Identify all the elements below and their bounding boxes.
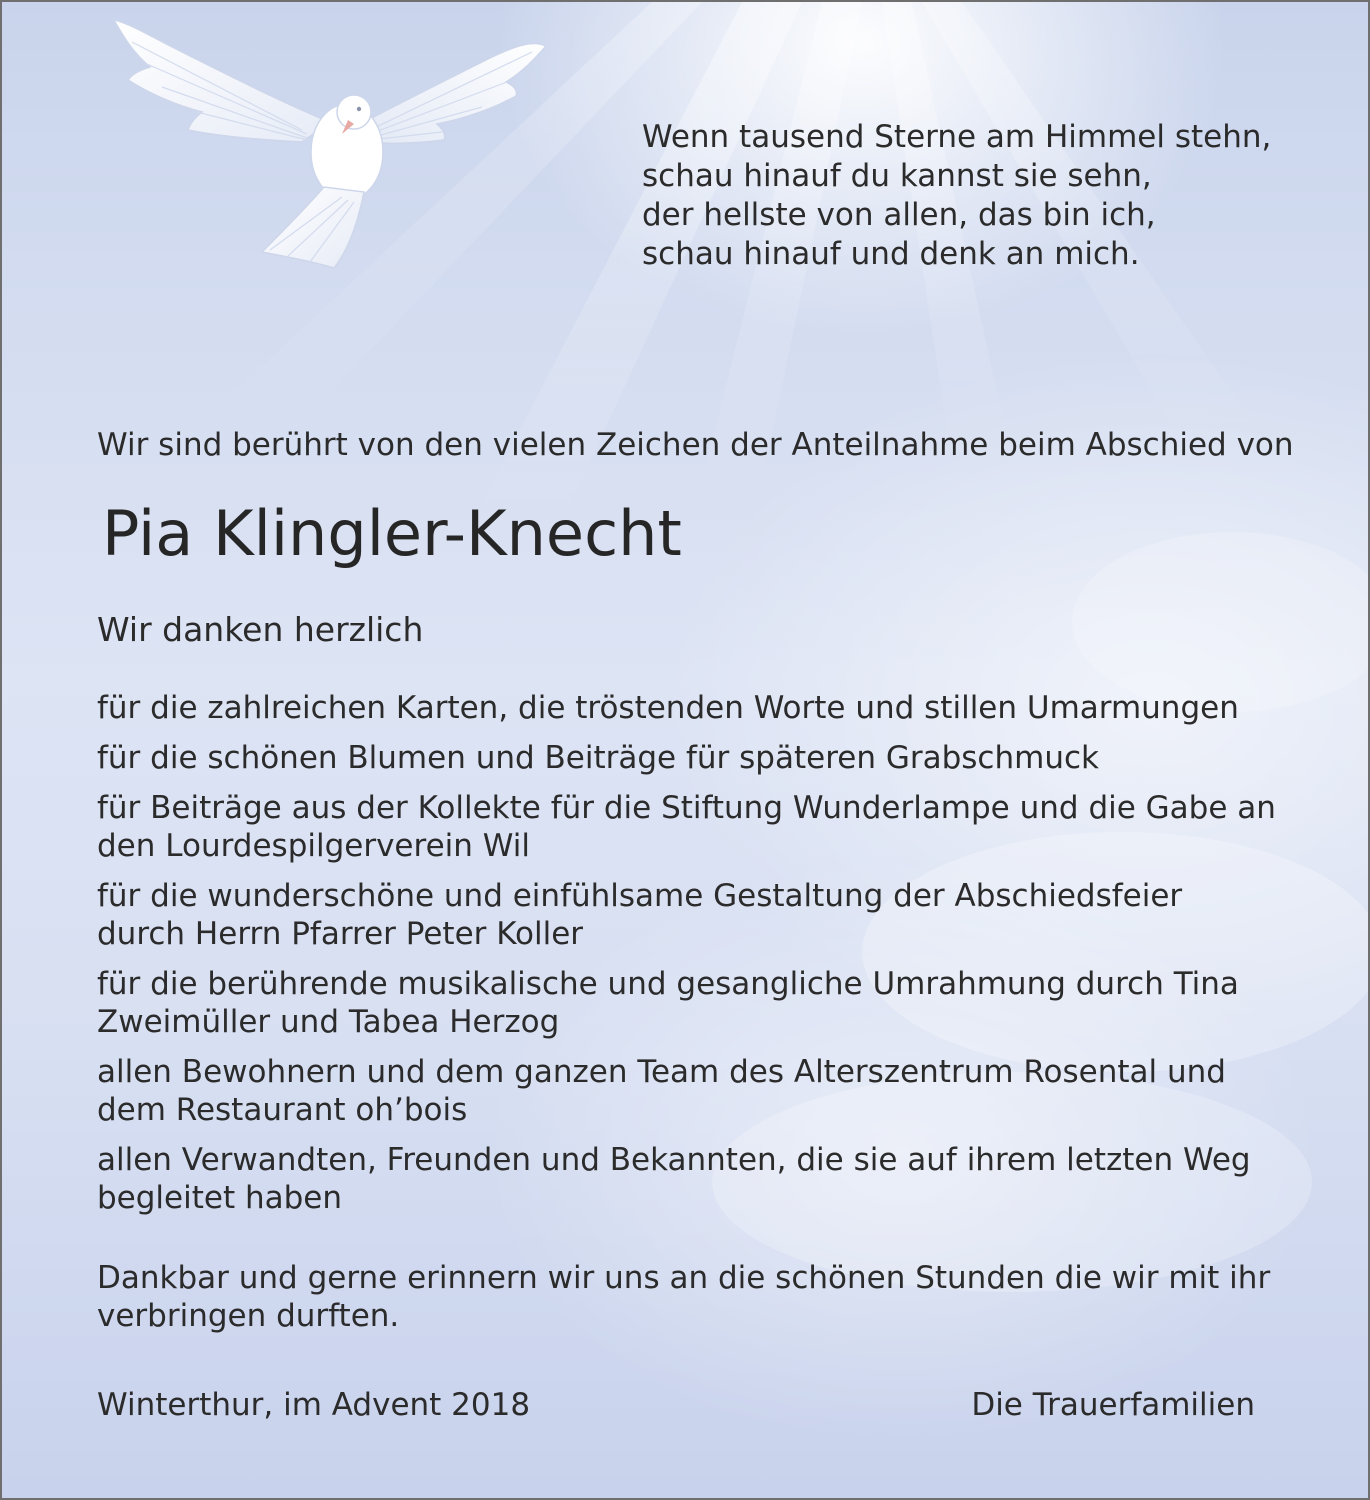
thanks-item: für die schönen Blumen und Beiträge für späteren Grabschmuck [97, 740, 1099, 776]
thanks-heading: Wir danken herzlich [97, 610, 424, 649]
thanks-item: für Beiträge aus der Kollekte für die Stiftung Wunderlampe und die Gabe an den Lourdespilgerverein Wil [97, 790, 1276, 864]
thanks-item: für die zahlreichen Karten, die tröstenden Worte und stillen Umarmungen [97, 690, 1239, 726]
intro-text: Wir sind berührt von den vielen Zeichen der Anteilnahme beim Abschied von [97, 427, 1294, 463]
thanks-item: für die berührende musikalische und gesangliche Umrahmung durch Tina Zweimüller und Tabea Herzog [97, 966, 1239, 1040]
closing-text: Dankbar und gerne erinnern wir uns an die schönen Stunden die wir mit ihr verbringen durften. [97, 1260, 1271, 1334]
signature: Die Trauerfamilien [971, 1387, 1255, 1423]
dove-icon [102, 12, 562, 282]
poem-line: schau hinauf und denk an mich. [642, 236, 1140, 272]
place-date: Winterthur, im Advent 2018 [97, 1387, 531, 1423]
thanks-item: allen Bewohnern und dem ganzen Team des Alterszentrum Rosental und dem Restaurant oh’bois [97, 1054, 1226, 1128]
poem-line: der hellste von allen, das bin ich, [642, 197, 1156, 233]
poem [642, 118, 1271, 274]
thanks-item: allen Verwandten, Freunden und Bekannten, die sie auf ihrem letzten Weg begleitet haben [97, 1142, 1251, 1216]
thanks-item: für die wunderschöne und einfühlsame Gestaltung der Abschiedsfeier durch Herrn Pfarrer Peter Koller [97, 878, 1183, 952]
poem-line: Wenn tausend Sterne am Himmel stehn, [642, 119, 1272, 155]
poem-line: schau hinauf du kannst sie sehn, [642, 158, 1152, 194]
deceased-name: Pia Klingler-Knecht [102, 497, 682, 570]
thanks-list [97, 689, 1277, 1229]
